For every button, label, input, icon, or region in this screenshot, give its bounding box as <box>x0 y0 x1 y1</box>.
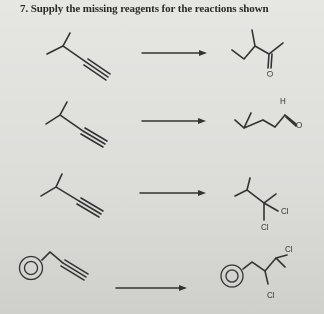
question-text: 7. Supply the missing reagents for the reactions shown <box>20 3 269 15</box>
reaction-2-starting-material <box>46 102 107 147</box>
product-4-chlorine-label-1: Cl <box>285 245 293 254</box>
reaction-3-starting-material <box>41 174 103 217</box>
product-1-oxygen-label: O <box>266 70 275 77</box>
product-3-chlorine-label-2: Cl <box>261 223 269 232</box>
reaction-1-arrow <box>142 50 207 56</box>
reaction-3-product <box>235 178 289 232</box>
reaction-4-arrow <box>116 285 187 291</box>
reaction-2-product <box>235 97 302 130</box>
product-3-chlorine-label-1: Cl <box>281 207 289 216</box>
reaction-3-arrow <box>140 190 206 196</box>
product-2-oxygen-label: O <box>296 121 303 130</box>
product-2-hydrogen-label: H <box>280 97 286 106</box>
reaction-1-starting-material <box>47 33 110 80</box>
reaction-4-product <box>221 245 293 300</box>
reaction-1-product <box>232 30 283 77</box>
reaction-4-starting-material <box>20 252 89 280</box>
reaction-2-arrow <box>142 118 206 124</box>
product-4-chlorine-label-2: Cl <box>267 291 275 300</box>
